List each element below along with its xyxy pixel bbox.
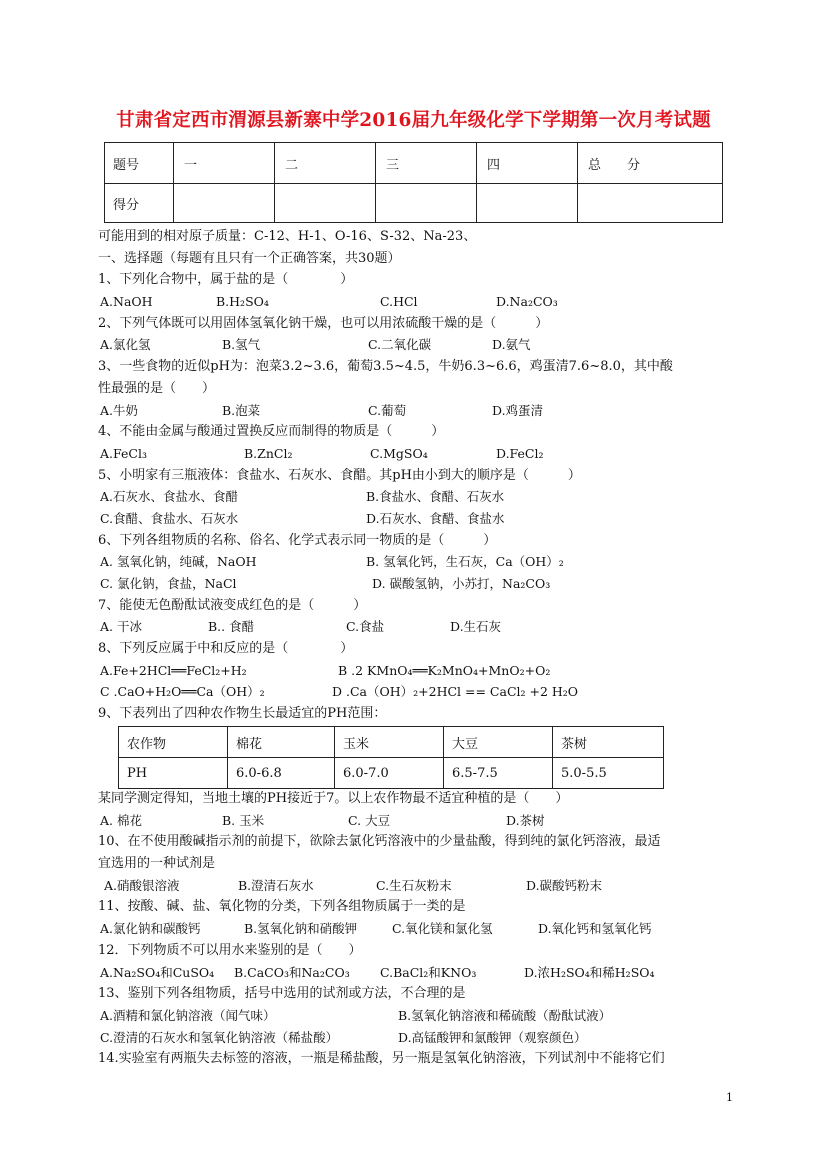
options-q13-row1 xyxy=(98,1005,738,1027)
section-heading: 一、选择题（每题有且只有一个正确答案，共30题） xyxy=(98,250,401,266)
table-cell: PH xyxy=(119,758,228,789)
question-13: 13、鉴别下列各组物质，括号中选用的试剂或方法，不合理的是 xyxy=(98,986,466,1002)
question-4: 4、不能由金属与酸通过置换反应而制得的物质是（ ） xyxy=(98,424,445,440)
option-b: B.ZnCl₂ xyxy=(244,445,293,461)
option-a: A. 氢氧化钠，纯碱，NaOH xyxy=(100,554,257,570)
option-d: D .Ca（OH）₂+2HCl == CaCl₂ +2 H₂O xyxy=(332,684,579,700)
table-row xyxy=(105,184,723,223)
table-cell: 总 分 xyxy=(578,143,723,184)
options-q11 xyxy=(98,918,738,940)
table-cell: 棉花 xyxy=(228,727,335,758)
options-q10 xyxy=(98,875,738,897)
option-a: A.Na₂SO₄和CuSO₄ xyxy=(100,964,215,980)
option-c: C. 氯化钠，食盐，NaCl xyxy=(100,576,237,591)
question-9-cont: 某同学测定得知，当地土壤的PH接近于7。以上农作物最不适宜种植的是（ ） xyxy=(98,791,569,806)
option-b: B.澄清石灰水 xyxy=(238,877,314,893)
option-c: C.生石灰粉末 xyxy=(376,877,452,893)
question-list xyxy=(98,226,738,725)
option-d: D.浓H₂SO₄和稀H₂SO₄ xyxy=(524,964,655,980)
question-12: 12．下列物质不可以用水来鉴别的是（ ） xyxy=(98,942,362,958)
option-c: C.HCl xyxy=(380,294,418,310)
option-c: C.氧化镁和氯化氢 xyxy=(392,921,493,937)
table-cell: 6.0-6.8 xyxy=(228,758,335,789)
table-cell: 5.0-5.5 xyxy=(553,758,664,789)
option-d: D.茶树 xyxy=(506,812,545,828)
option-a: A.NaOH xyxy=(100,294,153,310)
question-5: 5、小明家有三瓶液体：食盐水、石灰水、食醋。其pH由小到大的顺序是（ ） xyxy=(98,467,581,483)
options-q9 xyxy=(98,810,738,832)
table-cell: 四 xyxy=(477,143,578,184)
question-2: 2、下列气体既可以用固体氢氧化钠干燥，也可以用浓硫酸干燥的是（ ） xyxy=(98,315,549,331)
option-b: B.氢气 xyxy=(222,337,261,353)
page-number: 1 xyxy=(726,1091,733,1104)
option-d: D. 碳酸氢钠，小苏打，Na₂CO₃ xyxy=(372,576,551,591)
table-cell: 6.5-7.5 xyxy=(444,758,553,789)
option-a: A.牛奶 xyxy=(100,402,139,418)
options-q1 xyxy=(98,291,738,313)
option-a: A.石灰水、食盐水、食醋 xyxy=(100,489,239,505)
options-q8-row2 xyxy=(98,681,738,703)
intro-text: 可能用到的相对原子质量：C-12、H-1、O-16、S-32、Na-23、 xyxy=(98,229,477,244)
options-q5-row1 xyxy=(98,486,738,508)
table-cell xyxy=(376,184,477,223)
question-3: 3、一些食物的近似pH为：泡菜3.2~3.6，葡萄3.5~4.5，牛奶6.3~6.6，鸡蛋清7.6~8.0，其中酸 xyxy=(98,359,673,375)
options-q13-row2 xyxy=(98,1027,738,1049)
option-d: D.氨气 xyxy=(492,337,531,353)
question-list-cont xyxy=(98,788,738,1070)
table-cell: 题号 xyxy=(105,143,174,184)
options-q3 xyxy=(98,400,738,422)
option-c: C.食盐 xyxy=(346,619,385,635)
option-a: A. 棉花 xyxy=(100,812,142,828)
table-cell: 茶树 xyxy=(553,727,664,758)
question-11: 11、按酸、碱、盐、氧化物的分类，下列各组物质属于一类的是 xyxy=(98,899,466,915)
table-cell: 大豆 xyxy=(444,727,553,758)
option-b: B. 氢氧化钙，生石灰，Ca（OH）₂ xyxy=(366,554,564,570)
table-row xyxy=(105,143,723,184)
table-row xyxy=(119,758,664,789)
option-b: B.. 食醋 xyxy=(208,619,255,635)
question-9: 9、下表列出了四种农作物生长最适宜的PH范围： xyxy=(98,706,387,722)
option-c: C.食醋、食盐水、石灰水 xyxy=(100,510,239,526)
table-row xyxy=(119,727,664,758)
option-d: D.生石灰 xyxy=(450,619,502,635)
options-q4 xyxy=(98,443,738,465)
options-q12 xyxy=(98,962,738,984)
table-cell xyxy=(578,184,723,223)
table-cell xyxy=(275,184,376,223)
option-b: B.CaCO₃和Na₂CO₃ xyxy=(234,964,350,980)
option-a: A.酒精和氯化钠溶液（闻气味） xyxy=(100,1007,276,1023)
option-d: D.氧化钙和氢氧化钙 xyxy=(538,921,652,937)
options-q2 xyxy=(98,334,738,356)
question-3-cont: 性最强的是（ ） xyxy=(98,380,216,396)
option-c: C.二氧化碳 xyxy=(368,337,432,353)
option-c: C.澄清的石灰水和氢氧化钠溶液（稀盐酸） xyxy=(100,1029,339,1045)
crop-ph-table xyxy=(118,726,664,789)
option-a: A.Fe+2HCl══FeCl₂+H₂ xyxy=(100,662,247,678)
question-10-cont: 宜选用的一种试剂是 xyxy=(98,856,216,872)
question-6: 6、下列各组物质的名称、俗名、化学式表示同一物质的是（ ） xyxy=(98,532,497,548)
option-b: B.氢氧化钠溶液和稀硫酸（酚酞试液） xyxy=(398,1007,612,1023)
option-b: B.氢氧化钠和硝酸钾 xyxy=(244,921,358,937)
option-c: C.MgSO₄ xyxy=(370,445,428,461)
option-a: A.硝酸银溶液 xyxy=(104,877,180,893)
question-14: 14.实验室有两瓶失去标签的溶液，一瓶是稀盐酸，另一瓶是氢氧化钠溶液，下列试剂中不能将它们 xyxy=(98,1051,665,1067)
option-c: C .CaO+H₂O══Ca（OH）₂ xyxy=(100,684,265,700)
option-a: A.氯化钠和碳酸钙 xyxy=(100,921,201,937)
table-cell: 一 xyxy=(174,143,275,184)
options-q7 xyxy=(98,616,738,638)
option-d: D.FeCl₂ xyxy=(496,445,544,461)
option-c: C. 大豆 xyxy=(348,812,391,828)
option-a: A.FeCl₃ xyxy=(100,445,147,461)
option-c: C.BaCl₂和KNO₃ xyxy=(380,964,477,980)
table-cell: 农作物 xyxy=(119,727,228,758)
option-c: C.葡萄 xyxy=(368,402,407,418)
table-cell xyxy=(477,184,578,223)
score-table xyxy=(104,142,723,223)
option-b: B.泡菜 xyxy=(222,402,261,418)
options-q8-row1 xyxy=(98,660,738,682)
question-10: 10、在不使用酸碱指示剂的前提下，欲除去氯化钙溶液中的少量盐酸，得到纯的氯化钙溶液，最适 xyxy=(98,834,661,850)
options-q6-row2 xyxy=(98,573,738,595)
option-b: B.食盐水、食醋、石灰水 xyxy=(366,489,505,505)
option-d: D.鸡蛋清 xyxy=(492,402,544,418)
question-1: 1、下列化合物中，属于盐的是（ ） xyxy=(98,272,354,288)
options-q6-row1 xyxy=(98,551,738,573)
page-title: 甘肃省定西市渭源县新寨中学2016届九年级化学下学期第一次月考试题 xyxy=(116,110,711,131)
question-8: 8、下列反应属于中和反应的是（ ） xyxy=(98,641,354,657)
option-d: D.石灰水、食醋、食盐水 xyxy=(366,510,505,526)
table-cell: 6.0-7.0 xyxy=(335,758,444,789)
option-d: D.高锰酸钾和氯酸钾（观察颜色） xyxy=(398,1029,587,1045)
option-a: A.氯化氢 xyxy=(100,337,151,353)
table-cell: 得分 xyxy=(105,184,174,223)
table-cell: 玉米 xyxy=(335,727,444,758)
option-b: B.H₂SO₄ xyxy=(216,294,269,310)
options-q5-row2 xyxy=(98,508,738,530)
question-7: 7、能使无色酚酞试液变成红色的是（ ） xyxy=(98,597,367,613)
option-d: D.碳酸钙粉末 xyxy=(526,877,603,893)
table-cell: 二 xyxy=(275,143,376,184)
table-cell: 三 xyxy=(376,143,477,184)
option-b: B. 玉米 xyxy=(222,812,265,828)
table-cell xyxy=(174,184,275,223)
option-b: B .2 KMnO₄══K₂MnO₄+MnO₂+O₂ xyxy=(338,662,551,678)
option-d: D.Na₂CO₃ xyxy=(496,294,558,310)
option-a: A. 干冰 xyxy=(100,619,142,635)
